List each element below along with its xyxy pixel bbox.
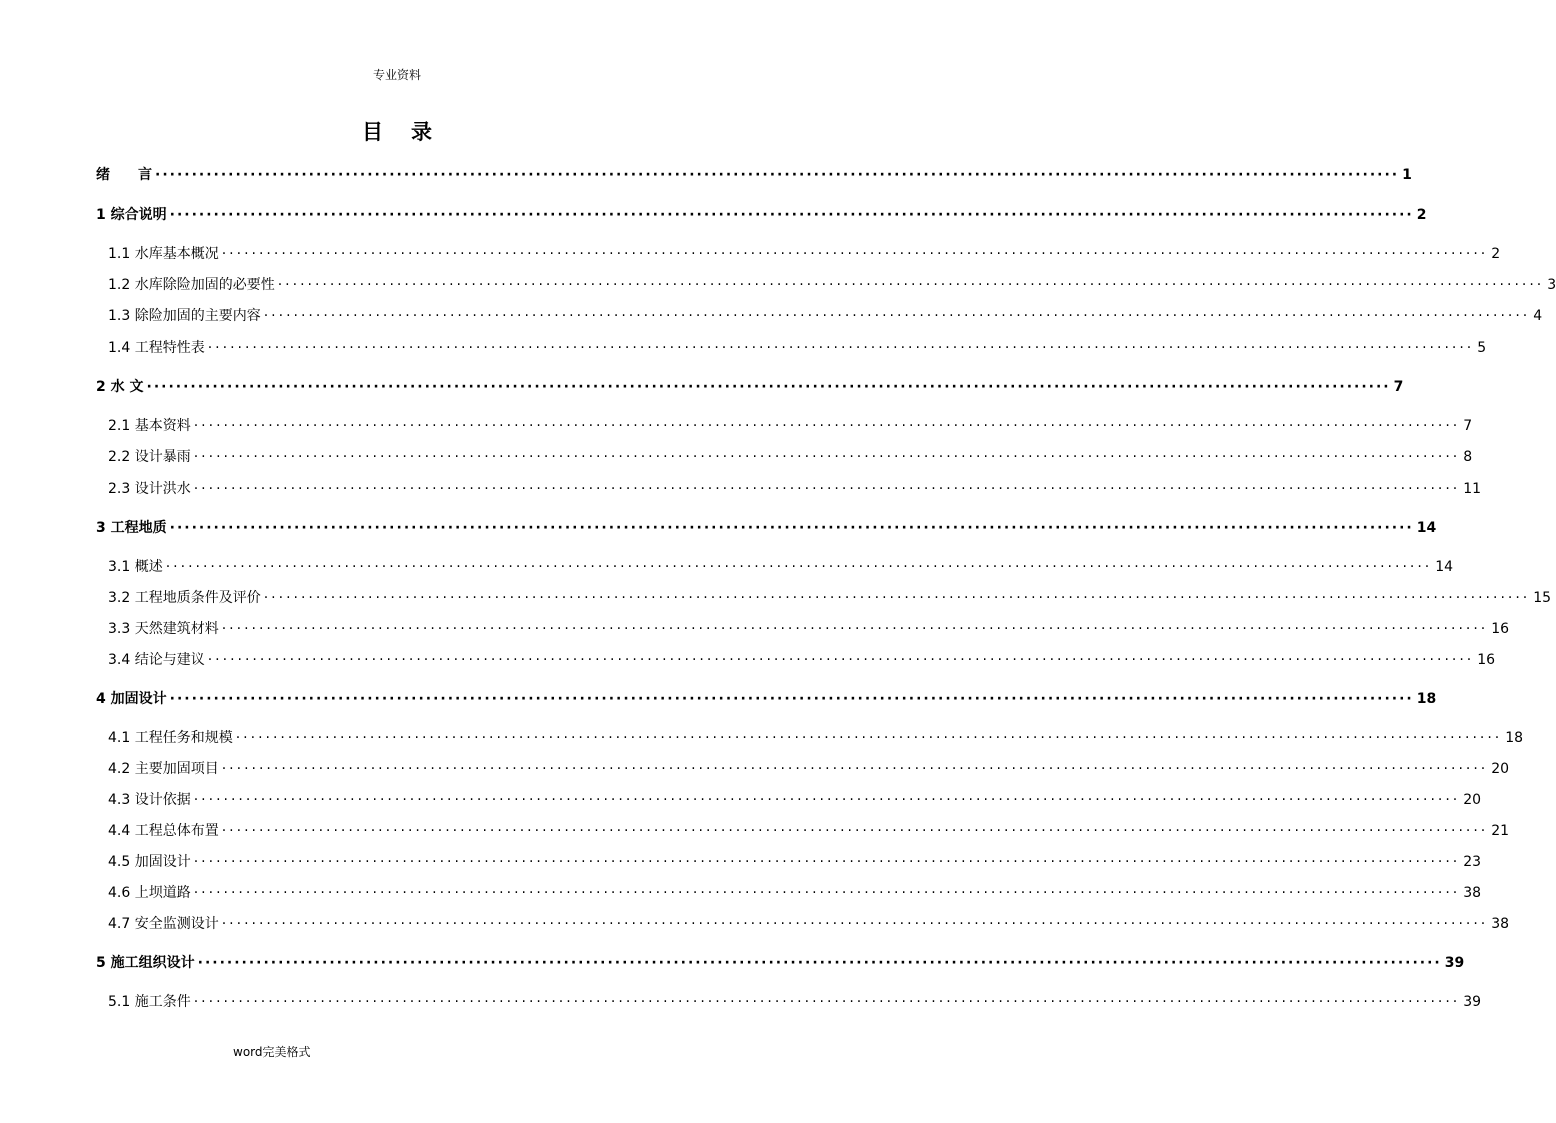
toc-entry[interactable] bbox=[108, 758, 1510, 778]
toc-leader-dots: ·········································································································································································· bbox=[197, 955, 1442, 971]
toc-title bbox=[0, 116, 794, 146]
toc-entry-label: 1.4 工程特性表 bbox=[108, 340, 205, 356]
toc-entry[interactable] bbox=[108, 789, 1482, 809]
toc-entry[interactable] bbox=[108, 587, 1552, 607]
toc-leader-dots: ·········································································································································································· bbox=[221, 823, 1489, 839]
toc-entry-label: 4.5 加固设计 bbox=[108, 854, 191, 870]
page-header: 专业资料 bbox=[372, 68, 421, 82]
toc-entry-page: 20 bbox=[1463, 792, 1482, 808]
toc-entry-label: 3.2 工程地质条件及评价 bbox=[108, 590, 261, 606]
toc-entry[interactable] bbox=[108, 727, 1524, 747]
toc-entry[interactable] bbox=[108, 913, 1510, 933]
toc-entry-page: 14 bbox=[1416, 520, 1437, 536]
toc-leader-dots: ·········································································································································································· bbox=[193, 481, 1461, 497]
toc-entry-label: 2.3 设计洪水 bbox=[108, 481, 191, 497]
toc-entry-label: 3.1 概述 bbox=[108, 559, 163, 575]
toc-entry-page: 39 bbox=[1444, 955, 1465, 971]
page-footer: word完美格式 bbox=[233, 1045, 311, 1059]
toc-leader-dots: ·········································································································································································· bbox=[221, 621, 1489, 637]
toc-title-char-1: 目 bbox=[362, 120, 383, 144]
toc-leader-dots: ·········································································································································································· bbox=[263, 308, 1531, 324]
toc-leader-dots: ·········································································································································································· bbox=[169, 520, 1414, 536]
toc-entry-page: 16 bbox=[1477, 652, 1496, 668]
toc-entry-label: 4.7 安全监测设计 bbox=[108, 916, 219, 932]
toc-entry-label: 5.1 施工条件 bbox=[108, 994, 191, 1010]
toc-entry[interactable] bbox=[108, 446, 1473, 466]
toc-leader-dots: ·········································································································································································· bbox=[221, 916, 1489, 932]
toc-entry-page: 20 bbox=[1491, 761, 1510, 777]
toc-entry[interactable] bbox=[108, 274, 1556, 294]
toc-entry[interactable] bbox=[108, 415, 1473, 435]
toc-entry-label: 1.2 水库除险加固的必要性 bbox=[108, 277, 275, 293]
toc-entry[interactable] bbox=[108, 991, 1482, 1011]
toc-entry-page: 38 bbox=[1463, 885, 1482, 901]
toc-leader-dots: ·········································································································································································· bbox=[235, 730, 1503, 746]
toc-entry[interactable] bbox=[108, 305, 1543, 325]
toc-entry-page: 18 bbox=[1505, 730, 1524, 746]
toc-entry-page: 38 bbox=[1491, 916, 1510, 932]
toc-entry[interactable] bbox=[108, 478, 1482, 498]
toc-leader-dots: ·········································································································································································· bbox=[207, 340, 1475, 356]
toc-entry[interactable] bbox=[108, 851, 1482, 871]
toc-entry[interactable] bbox=[96, 952, 1465, 972]
toc-entry-label: 1.3 除险加固的主要内容 bbox=[108, 308, 261, 324]
toc-entry-page: 18 bbox=[1416, 691, 1437, 707]
toc-entry-label: 1 综合说明 bbox=[96, 207, 167, 223]
toc-entry-page: 7 bbox=[1393, 379, 1404, 395]
toc-leader-dots: ·········································································································································································· bbox=[277, 277, 1545, 293]
toc-leader-dots: ·········································································································································································· bbox=[193, 418, 1461, 434]
toc-entry-page: 15 bbox=[1533, 590, 1552, 606]
toc-entry-label: 4.3 设计依据 bbox=[108, 792, 191, 808]
toc-entry-label: 4.6 上坝道路 bbox=[108, 885, 191, 901]
toc-entry-page: 7 bbox=[1463, 418, 1473, 434]
toc-entry[interactable] bbox=[108, 820, 1510, 840]
toc-entry-label: 4.1 工程任务和规模 bbox=[108, 730, 233, 746]
toc-entry-label: 2 水 文 bbox=[96, 379, 144, 395]
toc-leader-dots: ·········································································································································································· bbox=[193, 994, 1461, 1010]
toc-entry-page: 11 bbox=[1463, 481, 1482, 497]
toc-entry[interactable] bbox=[108, 556, 1454, 576]
toc-leader-dots: ·········································································································································································· bbox=[221, 246, 1489, 262]
toc-entry[interactable] bbox=[96, 688, 1437, 708]
toc-entry-page: 5 bbox=[1477, 340, 1487, 356]
toc-title-char-2: 录 bbox=[411, 120, 432, 144]
toc-leader-dots: ·········································································································································································· bbox=[221, 761, 1489, 777]
toc-entry-label: 4.2 主要加固项目 bbox=[108, 761, 219, 777]
toc-entry-page: 2 bbox=[1416, 207, 1427, 223]
toc-leader-dots: ·········································································································································································· bbox=[169, 691, 1414, 707]
toc-entry-page: 2 bbox=[1491, 246, 1501, 262]
toc-entry[interactable] bbox=[96, 164, 1412, 184]
toc-entry-label: 3 工程地质 bbox=[96, 520, 167, 536]
toc-entry-label: 4.4 工程总体布置 bbox=[108, 823, 219, 839]
toc-entry-label: 3.3 天然建筑材料 bbox=[108, 621, 219, 637]
toc-entry-label: 2.1 基本资料 bbox=[108, 418, 191, 434]
toc-entry-page: 8 bbox=[1463, 449, 1473, 465]
toc-entry[interactable] bbox=[96, 517, 1437, 537]
toc-entry[interactable] bbox=[96, 204, 1427, 224]
toc-entry-label: 4 加固设计 bbox=[96, 691, 167, 707]
toc-entry-label: 5 施工组织设计 bbox=[96, 955, 195, 971]
toc-entry[interactable] bbox=[96, 376, 1404, 396]
toc-entry-page: 4 bbox=[1533, 308, 1543, 324]
toc-leader-dots: ·········································································································································································· bbox=[165, 559, 1433, 575]
toc-leader-dots: ·········································································································································································· bbox=[193, 449, 1461, 465]
toc-entry-page: 21 bbox=[1491, 823, 1510, 839]
toc-entry[interactable] bbox=[108, 337, 1487, 357]
toc-entry[interactable] bbox=[108, 649, 1496, 669]
toc-leader-dots: ·········································································································································································· bbox=[263, 590, 1531, 606]
toc-entry-label: 2.2 设计暴雨 bbox=[108, 449, 191, 465]
toc-entry-page: 1 bbox=[1402, 167, 1412, 183]
toc-entry-page: 3 bbox=[1547, 277, 1556, 293]
toc-entry-label: 绪 言 bbox=[96, 167, 152, 183]
toc-entry-page: 39 bbox=[1463, 994, 1482, 1010]
toc-entry[interactable] bbox=[108, 882, 1482, 902]
toc-leader-dots: ·········································································································································································· bbox=[146, 379, 1391, 395]
toc-entry-page: 14 bbox=[1435, 559, 1454, 575]
toc-leader-dots: ·········································································································································································· bbox=[193, 885, 1461, 901]
toc-entry-page: 16 bbox=[1491, 621, 1510, 637]
toc-leader-dots: ·········································································································································································· bbox=[155, 167, 1400, 183]
toc-entry[interactable] bbox=[108, 243, 1501, 263]
toc-leader-dots: ·········································································································································································· bbox=[193, 792, 1461, 808]
toc-leader-dots: ·········································································································································································· bbox=[193, 854, 1461, 870]
toc-entry-page: 23 bbox=[1463, 854, 1482, 870]
toc-entry-label: 3.4 结论与建议 bbox=[108, 652, 205, 668]
toc-leader-dots: ·········································································································································································· bbox=[207, 652, 1475, 668]
toc-entry-label: 1.1 水库基本概况 bbox=[108, 246, 219, 262]
toc-entry[interactable] bbox=[108, 618, 1510, 638]
toc-leader-dots: ·········································································································································································· bbox=[169, 207, 1414, 223]
